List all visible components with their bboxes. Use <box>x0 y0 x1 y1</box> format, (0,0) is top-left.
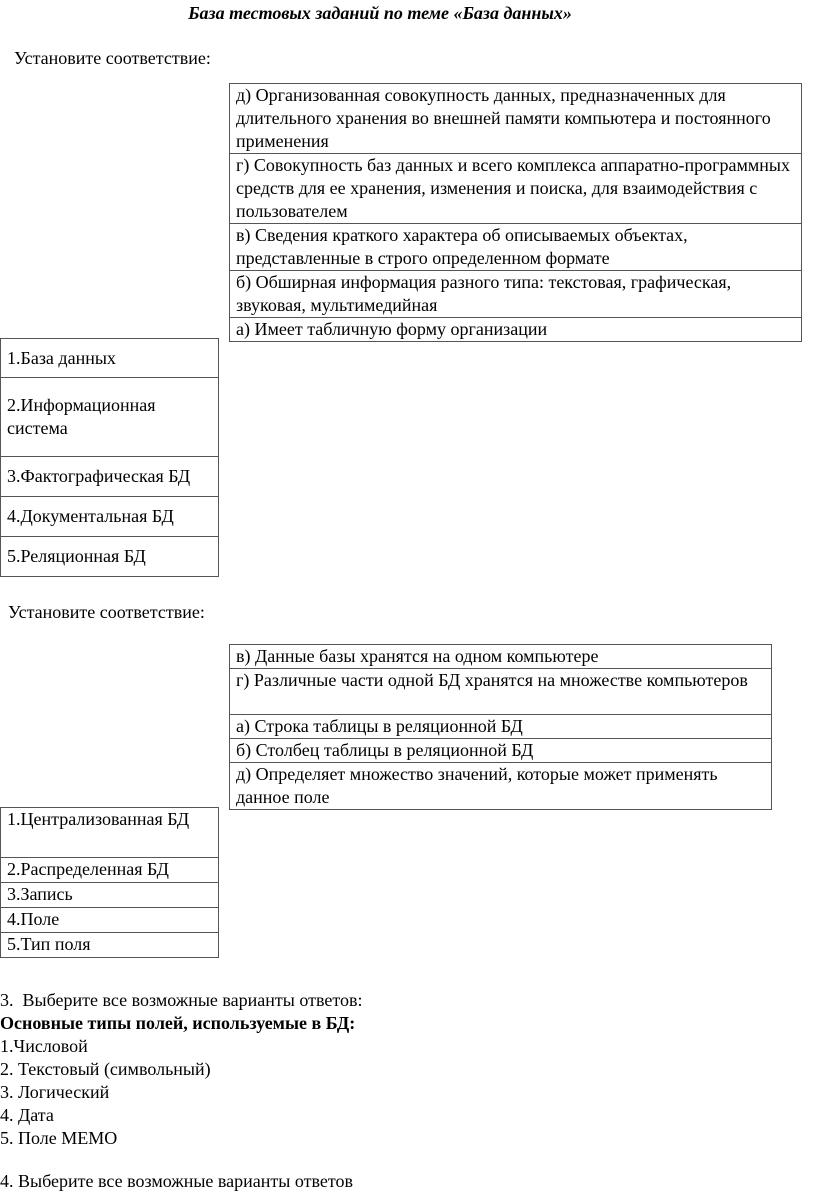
task1-option: г) Совокупность баз данных и всего комплекса аппаратно-программных средств для ее хранения, изменения и поиска, для взаимодействия с пользователем <box>230 154 802 224</box>
task3-question: Основные типы полей, используемые в БД: <box>0 1013 356 1033</box>
task2-options-table <box>229 644 772 810</box>
task2-terms-table <box>0 807 219 958</box>
task1-term: 1.База данных <box>1 339 219 378</box>
task3-answer: 5. Поле МЕМО <box>0 1128 118 1148</box>
task2-term: 4.Поле <box>1 908 219 933</box>
task1-terms-table <box>0 338 219 577</box>
page-title: База тестовых заданий по теме «База данных» <box>188 3 572 23</box>
task1-option: в) Сведения краткого характера об описываемых объектах, представленные в строго определенном формате <box>230 224 802 271</box>
task2-option: б) Столбец таблицы в реляционной БД <box>230 739 772 763</box>
task1-term: 5.Реляционная БД <box>1 537 219 577</box>
task1-options-table <box>229 83 802 342</box>
task1-term: 2.Информационная система <box>1 378 219 457</box>
task1-option: а) Имеет табличную форму организации <box>230 318 802 342</box>
task1-option: б) Обширная информация разного типа: текстовая, графическая, звуковая, мультимедийная <box>230 271 802 318</box>
task2-option: д) Определяет множество значений, которые может применять данное поле <box>230 763 772 810</box>
task2-instruction: Установите соответствие: <box>8 602 205 622</box>
task3-number: 3. <box>0 990 14 1010</box>
task3-instruction: Выберите все возможные варианты ответов: <box>22 990 363 1010</box>
task1-instruction: Установите соответствие: <box>14 48 211 68</box>
task4-instruction: 4. Выберите все возможные варианты ответов <box>0 1171 354 1191</box>
task2-term: 3.Запись <box>1 883 219 908</box>
task2-term: 2.Распределенная БД <box>1 858 219 883</box>
task1-term: 3.Фактографическая БД <box>1 457 219 497</box>
task2-option: а) Строка таблицы в реляционной БД <box>230 715 772 739</box>
task2-term: 1.Централизованная БД <box>1 808 219 858</box>
task3-answer: 1.Числовой <box>0 1036 88 1056</box>
task3-instruction-line <box>0 989 363 1012</box>
task2-option: г) Различные части одной БД хранятся на множестве компьютеров <box>230 669 772 715</box>
task3-answer: 2. Текстовый (символьный) <box>0 1059 211 1079</box>
task1-option: д) Организованная совокупность данных, предназначенных для длительного хранения во внешней памяти компьютера и постоянного применения <box>230 84 802 154</box>
task2-term: 5.Тип поля <box>1 933 219 958</box>
task2-option: в) Данные базы хранятся на одном компьютере <box>230 645 772 669</box>
task1-term: 4.Документальная БД <box>1 497 219 537</box>
task3-answer: 3. Логический <box>0 1082 110 1102</box>
task3-answer: 4. Дата <box>0 1105 54 1125</box>
